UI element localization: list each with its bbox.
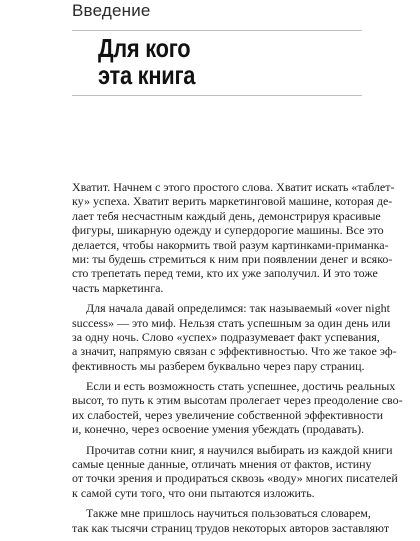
paragraph: [72, 379, 403, 437]
text-line: делается, чтобы накормить твой разум картинками-приманка-: [72, 237, 389, 252]
text-line: за одну ночь. Слово «успех» подразумевает факт успевания,: [72, 329, 380, 344]
text-line: Прочитав сотни книг, я научился выбирать из каждой книги: [86, 442, 393, 457]
header-rule-top: [72, 30, 362, 31]
text-line: от точки зрения и продираться сквозь «воду» многих писателей: [72, 471, 398, 486]
text-line: ми: ты будешь стремиться к ним при появлении денег и всяко-: [72, 251, 393, 266]
text-line: ку» успеха. Хватит верить маркетинговой машине, которая де-: [72, 194, 393, 209]
text-line: их слабостей, через увеличение собственной эффективности: [72, 407, 384, 422]
text-line: высот, то путь к этим высотам пролегает через преодоление сво-: [72, 393, 403, 408]
text-line: часть маркетинга.: [72, 280, 164, 295]
text-line: success» — это миф. Нельзя стать успешным за один день или: [72, 315, 391, 330]
chapter-title: [98, 35, 195, 89]
text-line: так как тысячи страниц трудов некоторых авторов заставляют: [72, 520, 390, 535]
text-line: Хватит. Начнем с этого простого слова. Хватит искать «таблет-: [72, 180, 395, 194]
text-line: лает тебя несчастным каждый день, демонстрируя красивые: [72, 208, 381, 223]
text-line: а значит, напрямую связан с эффективностью. Что же такое эф-: [72, 344, 397, 359]
chapter-title-line: Для кого: [98, 33, 191, 63]
chapter-title-line: эта книга: [98, 60, 196, 90]
text-line: самые ценные данные, отличать мнения от фактов, истину: [72, 457, 372, 472]
text-line: фективность мы разберем буквально через пару страниц.: [72, 358, 365, 373]
paragraph: [72, 442, 398, 501]
text-line: и, конечно, через освоение умения убеждать (продавать).: [72, 422, 365, 437]
text-line: Для начала давай определимся: так называемый «over night: [86, 301, 390, 316]
text-line: сто трепетать перед теми, кто их уже заполучил. И это тоже: [72, 266, 378, 281]
text-line: к самой сути того, что они пытаются изложить.: [72, 485, 315, 500]
chapter-label: Введение: [72, 1, 151, 20]
paragraph: [72, 506, 390, 535]
header-rule-bottom: [72, 95, 362, 96]
paragraph: [72, 180, 395, 295]
text-line: Также мне пришлось научиться пользоваться словарем,: [86, 506, 371, 521]
body-text: [72, 180, 403, 541]
text-line: Если и есть возможность стать успешнее, достичь реальных: [86, 379, 396, 394]
text-line: фигуры, шикарную одежду и супердорогие машины. Все это: [72, 223, 384, 238]
paragraph: [72, 301, 397, 373]
